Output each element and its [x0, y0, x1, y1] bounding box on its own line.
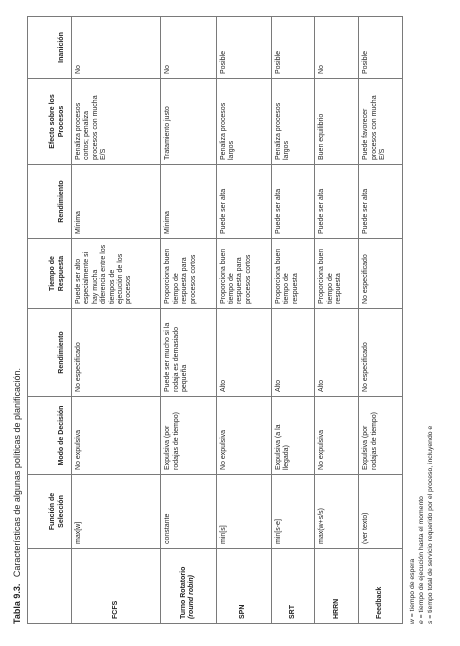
header-response-time: Tiempo de Respuesta — [28, 239, 72, 309]
header-throughput: Rendimiento — [28, 309, 72, 397]
header-decision-mode: Modo de Decisión — [28, 397, 72, 475]
header-effect-on-processes: Efecto sobre los Procesos — [28, 79, 72, 165]
table-row — [216, 17, 271, 624]
header-row — [28, 17, 72, 624]
cell-decision-mode: No expulsiva — [72, 397, 161, 475]
cell-starvation: Posible — [359, 17, 403, 79]
cell-response-time: No especificado — [359, 239, 403, 309]
cell-response-time: Proporciona buen tiempo de respuesta — [271, 239, 315, 309]
header-corner — [28, 549, 72, 624]
cell-selection-function: max[w] — [72, 475, 161, 549]
cell-effect-on-processes: Puede favorecer procesos con mucha E/S — [359, 79, 403, 165]
policy-name-text: Feedback — [376, 586, 384, 619]
table-caption — [12, 24, 23, 624]
scheduling-policies-table — [27, 16, 403, 624]
cell-starvation: No — [72, 17, 161, 79]
caption-text: Características de algunas políticas de planificación. — [12, 368, 22, 578]
cell-starvation: Posible — [271, 17, 315, 79]
footnote-e: e = tiempo de ejecución hasta el momento — [418, 496, 425, 624]
row-policy-name — [72, 549, 161, 624]
cell-decision-mode: No expulsiva — [216, 397, 271, 475]
cell-throughput: Alto — [271, 309, 315, 397]
header-starvation: Inanición — [28, 17, 72, 79]
table-row — [72, 17, 161, 624]
cell-response-time: Proporciona buen tiempo de respuesta para procesos cortos — [161, 239, 216, 309]
cell-decision-mode: Expulsiva (a la llegada) — [271, 397, 315, 475]
cell-overhead: Puede ser alta — [359, 165, 403, 239]
policy-name-text: SRT — [288, 605, 296, 619]
row-policy-name — [315, 549, 359, 624]
row-policy-name — [271, 549, 315, 624]
cell-throughput: No especificado — [359, 309, 403, 397]
table-row — [315, 17, 359, 624]
cell-selection-function: max(w+s/s) — [315, 475, 359, 549]
cell-decision-mode: Expulsiva (por rodajas de tiempo) — [161, 397, 216, 475]
cell-starvation: Posible — [216, 17, 271, 79]
cell-selection-function: (ver texto) — [359, 475, 403, 549]
table-row — [271, 17, 315, 624]
cell-response-time: Puede ser alto especialmente si hay mucha diferencia entre los tiempos de ejecución de los procesos — [72, 239, 161, 309]
cell-selection-function: min[s] — [216, 475, 271, 549]
cell-effect-on-processes: Buen equilibrio — [315, 79, 359, 165]
policy-name-text: Turno Rotatorio — [180, 566, 188, 619]
footnote-s: s = tiempo total de servicio requerido por el proceso, incluyendo e — [427, 425, 434, 624]
row-policy-name — [359, 549, 403, 624]
cell-overhead: Mínima — [72, 165, 161, 239]
table-row — [359, 17, 403, 624]
cell-throughput: No especificado — [72, 309, 161, 397]
cell-effect-on-processes: Penaliza procesos cortos; penaliza procesos con mucha E/S — [72, 79, 161, 165]
cell-overhead: Mínima — [161, 165, 216, 239]
cell-overhead: Puede ser alta — [271, 165, 315, 239]
table-row — [161, 17, 216, 624]
cell-starvation: No — [161, 17, 216, 79]
cell-selection-function: constante — [161, 475, 216, 549]
policy-name-sub: (round robin) — [188, 575, 196, 619]
footnotes — [408, 24, 435, 624]
cell-effect-on-processes: Penaliza procesos largos — [216, 79, 271, 165]
row-policy-name — [161, 549, 216, 624]
cell-decision-mode: No expulsiva — [315, 397, 359, 475]
cell-throughput: Alto — [216, 309, 271, 397]
row-policy-name — [216, 549, 271, 624]
policy-name-text: HRRN — [332, 598, 340, 619]
header-overhead: Rendimiento — [28, 165, 72, 239]
cell-selection-function: min[s-e] — [271, 475, 315, 549]
cell-throughput: Alto — [315, 309, 359, 397]
caption-label: Tabla 9.3. — [12, 583, 22, 624]
cell-starvation: No — [315, 17, 359, 79]
cell-decision-mode: Expulsiva (por rodajas de tiempo) — [359, 397, 403, 475]
policy-name-text: SPN — [239, 604, 247, 619]
cell-effect-on-processes: Penaliza procesos largos — [271, 79, 315, 165]
cell-overhead: Puede ser alta — [216, 165, 271, 239]
policy-name-text: FCFS — [112, 600, 119, 619]
cell-response-time: Proporciona buen tiempo de respuesta — [315, 239, 359, 309]
cell-effect-on-processes: Tratamiento justo — [161, 79, 216, 165]
footnote-w: w = tiempo de espera — [409, 558, 416, 624]
cell-overhead: Puede ser alta — [315, 165, 359, 239]
cell-response-time: Proporciona buen tiempo de respuesta para procesos cortos — [216, 239, 271, 309]
header-selection-function: Función de Selección — [28, 475, 72, 549]
cell-throughput: Puede ser mucho si la rodaja es demasiado pequeña — [161, 309, 216, 397]
